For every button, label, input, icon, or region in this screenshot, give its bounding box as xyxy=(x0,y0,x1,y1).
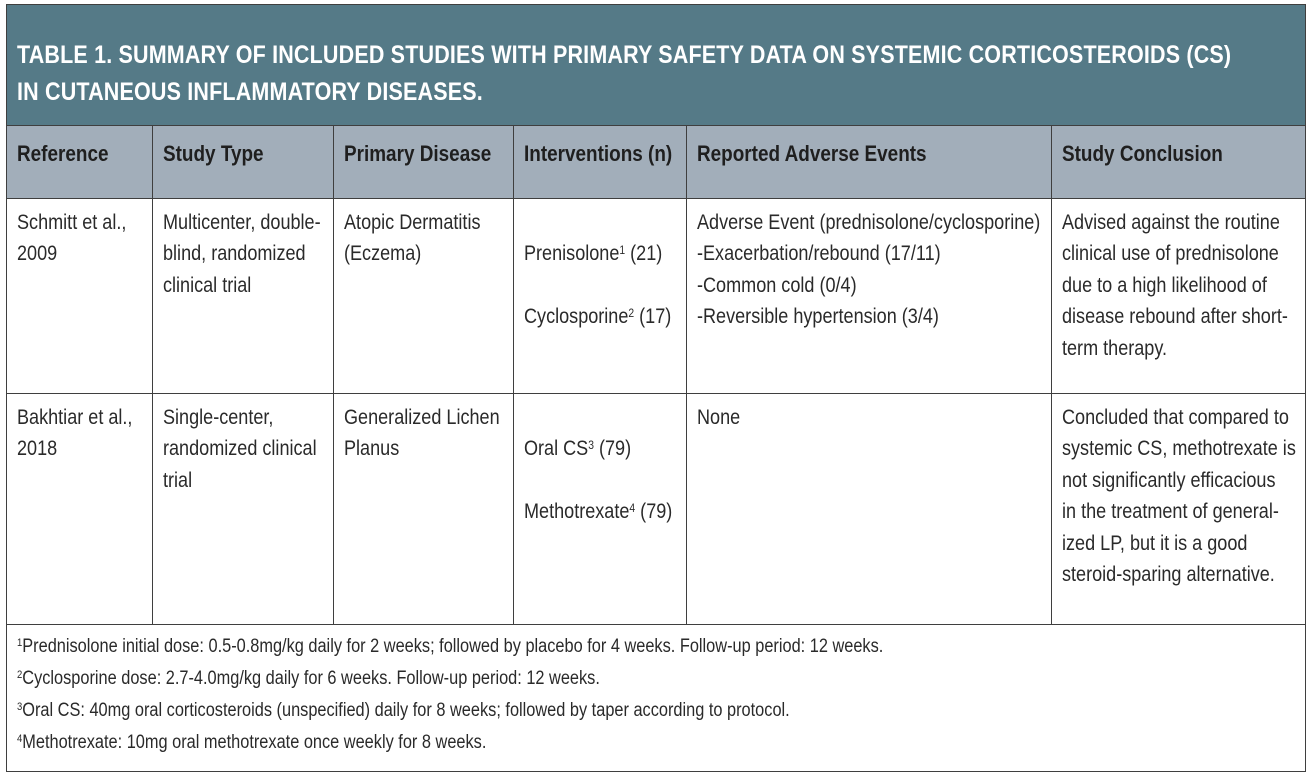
footnote: $^3$Oral CS: 40mg oral corticosteroids (unspecified) daily for 8 weeks; followed by taper according to protocol. xyxy=(17,699,790,721)
cell-study-type: Multicenter, double- blind, randomized clinical trial xyxy=(152,198,333,393)
column-header-adverse-events: Reported Adverse Events xyxy=(686,126,1051,198)
footnote: $^1$Prednisolone initial dose: 0.5-0.8mg/kg daily for 2 weeks; followed by placebo for 4 weeks. Follow-up period: 12 weeks. xyxy=(17,635,884,657)
table-title-line-1: TABLE 1. SUMMARY OF INCLUDED STUDIES WITH PRIMARY SAFETY DATA ON SYSTEMIC CORTICOSTEROIDS (CS) xyxy=(17,41,1232,69)
cell-adverse-events: Adverse Event (prednisolone/cyclosporine) -Exacerbation/rebound (17/11) -Common cold (0/4) -Reversible hypertension (3/4) xyxy=(686,198,1051,393)
table-row xyxy=(7,393,1305,624)
cell-conclusion: Concluded that compared to systemic CS, methotrexate is not significantly efficacious in the treatment of general- ized LP, but it is a good steroid-sparing alternative. xyxy=(1051,393,1305,624)
column-header-primary-disease: Primary Disease xyxy=(333,126,513,198)
table-title-line-2: IN CUTANEOUS INFLAMMATORY DISEASES. xyxy=(17,78,483,106)
cell-reference: Schmitt et al., 2009 xyxy=(7,198,152,393)
header-row xyxy=(7,126,1305,198)
intervention-item: Prenisolone$^1$ (21) xyxy=(523,242,662,265)
intervention-item: Cyclosporine$^2$ (17) xyxy=(523,305,671,328)
cell-interventions xyxy=(513,198,686,393)
intervention-item: Oral $CS^3$ (79) xyxy=(523,437,631,460)
studies-table xyxy=(7,126,1305,625)
cell-adverse-events: None xyxy=(686,393,1051,624)
footnote: $^2$Cyclosporine dose: 2.7-4.0mg/kg daily for 6 weeks. Follow-up period: 12 weeks. xyxy=(17,667,600,689)
column-header-reference: Reference xyxy=(7,126,152,198)
column-header-interventions: Interventions (n) xyxy=(513,126,686,198)
summary-table-figure xyxy=(6,4,1306,772)
cell-primary-disease: Generalized Lichen Planus xyxy=(333,393,513,624)
table-title xyxy=(7,5,1305,126)
footnotes xyxy=(7,625,1305,759)
cell-reference: Bakhtiar et al., 2018 xyxy=(7,393,152,624)
cell-conclusion: Advised against the routine clinical use of prednisolone due to a high likelihood of disease rebound after short- term therapy. xyxy=(1051,198,1305,393)
table-row xyxy=(7,198,1305,393)
cell-study-type: Single-center, randomized clinical trial xyxy=(152,393,333,624)
column-header-study-type: Study Type xyxy=(152,126,333,198)
intervention-item: Methotrexate$^4$ (79) xyxy=(523,500,672,523)
footnote: $^4$Methotrexate: 10mg oral methotrexate once weekly for 8 weeks. xyxy=(17,731,487,753)
cell-primary-disease: Atopic Dermatitis (Eczema) xyxy=(333,198,513,393)
cell-interventions xyxy=(513,393,686,624)
column-header-conclusion: Study Conclusion xyxy=(1051,126,1305,198)
